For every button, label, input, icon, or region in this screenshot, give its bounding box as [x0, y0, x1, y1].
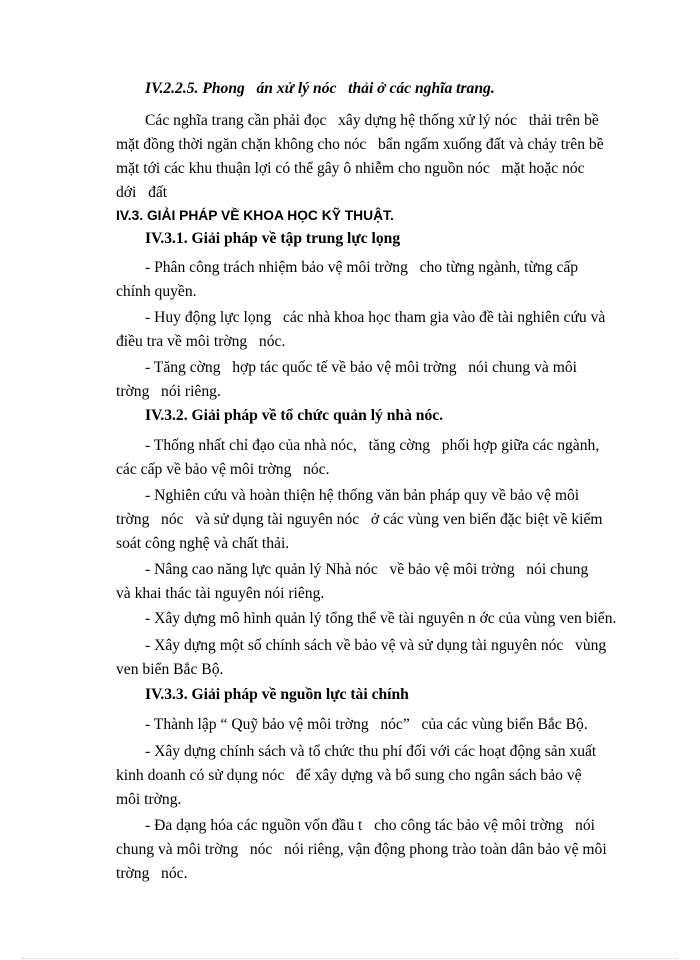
paragraph-line: - Nâng cao năng lực quản lý Nhà nóc về bảo vệ môi trờng nói chung: [145, 561, 589, 578]
section-heading-iv-3-3: IV.3.3. Giải pháp về nguồn lực tài chính: [145, 686, 409, 703]
paragraph-line: - Thành lập “ Quỹ bảo vệ môi trờng nóc” của các vùng biển Bắc Bộ.: [145, 716, 588, 733]
paragraph-line: điều tra về môi trờng nóc.: [116, 333, 286, 350]
paragraph-line: mặt đồng thời ngăn chặn không cho nóc bẩn ngấm xuống đất và chảy trên bề: [116, 136, 604, 153]
paragraph-line: kinh doanh có sử dụng nóc để xây dựng và bổ sung cho ngân sách bảo vệ: [116, 767, 582, 784]
paragraph-line: - Xây dựng một số chính sách về bảo vệ và sử dụng tài nguyên nóc vùng: [145, 637, 607, 654]
paragraph-line: và khai thác tài nguyên nói riêng.: [116, 585, 325, 602]
paragraph-line: chung và môi trờng nóc nói riêng, vận động phong trào toàn dân bảo vệ môi: [116, 841, 607, 858]
section-heading-iv-3-2: IV.3.2. Giải pháp về tổ chức quản lý nhà nóc.: [145, 407, 444, 424]
section-heading-iv-3: IV.3. GIẢI PHÁP VỀ KHOA HỌC KỸ THUẬT.: [116, 208, 394, 223]
paragraph-line: - Xây dựng chính sách và tổ chức thu phí đối với các hoạt động sản xuất: [145, 743, 597, 760]
paragraph-line: các cấp về bảo vệ môi trờng nóc.: [116, 461, 330, 478]
paragraph-line: trờng nóc.: [116, 865, 188, 882]
paragraph-line: - Tăng cờng hợp tác quốc tế về bảo vệ môi trờng nói chung và môi: [145, 359, 577, 376]
paragraph-line: - Huy động lực lọng các nhà khoa học tham gia vào đề tài nghiên cứu và: [145, 309, 606, 326]
paragraph-line: trờng nóc và sử dụng tài nguyên nóc ở các vùng ven biển đặc biệt về kiểm: [116, 511, 603, 528]
paragraph-line: trờng nói riêng.: [116, 383, 221, 400]
paragraph-line: - Đa dạng hóa các nguồn vốn đầu t cho công tác bảo vệ môi trờng nói: [145, 817, 595, 834]
paragraph-line: - Nghiên cứu và hoàn thiện hệ thống văn bản pháp quy về bảo vệ môi: [145, 487, 580, 504]
paragraph-line: mặt tới các khu thuận lợi có thể gây ô nhiễm cho nguồn nóc mặt hoặc nóc: [116, 160, 585, 177]
paragraph-line: Các nghĩa trang cần phải đọc xây dựng hệ thống xử lý nóc thải trên bề: [145, 112, 599, 129]
section-heading-iv-2-2-5: IV.2.2.5. Phong án xử lý nóc thải ở các nghĩa trang.: [145, 80, 495, 97]
paragraph-line: ven biển Bắc Bộ.: [116, 661, 224, 678]
paragraph-line: - Thống nhất chỉ đạo của nhà nóc, tăng cờng phối hợp giữa các ngành,: [145, 437, 600, 454]
paragraph-line: môi trờng.: [116, 791, 182, 808]
paragraph-line: dới đất: [116, 184, 168, 201]
paragraph-line: - Phân công trách nhiệm bảo vệ môi trờng cho từng ngành, từng cấp: [145, 259, 579, 276]
paragraph-line: soát công nghệ và chất thải.: [116, 535, 290, 552]
paragraph-line: chính quyền.: [116, 283, 197, 300]
paragraph-line: - Xây dựng mô hình quản lý tổng thể về tài nguyên n ớc của vùng ven biển.: [145, 610, 617, 627]
page-bottom-divider: [22, 958, 678, 959]
section-heading-iv-3-1: IV.3.1. Giải pháp về tập trung lực lọng: [145, 230, 401, 247]
